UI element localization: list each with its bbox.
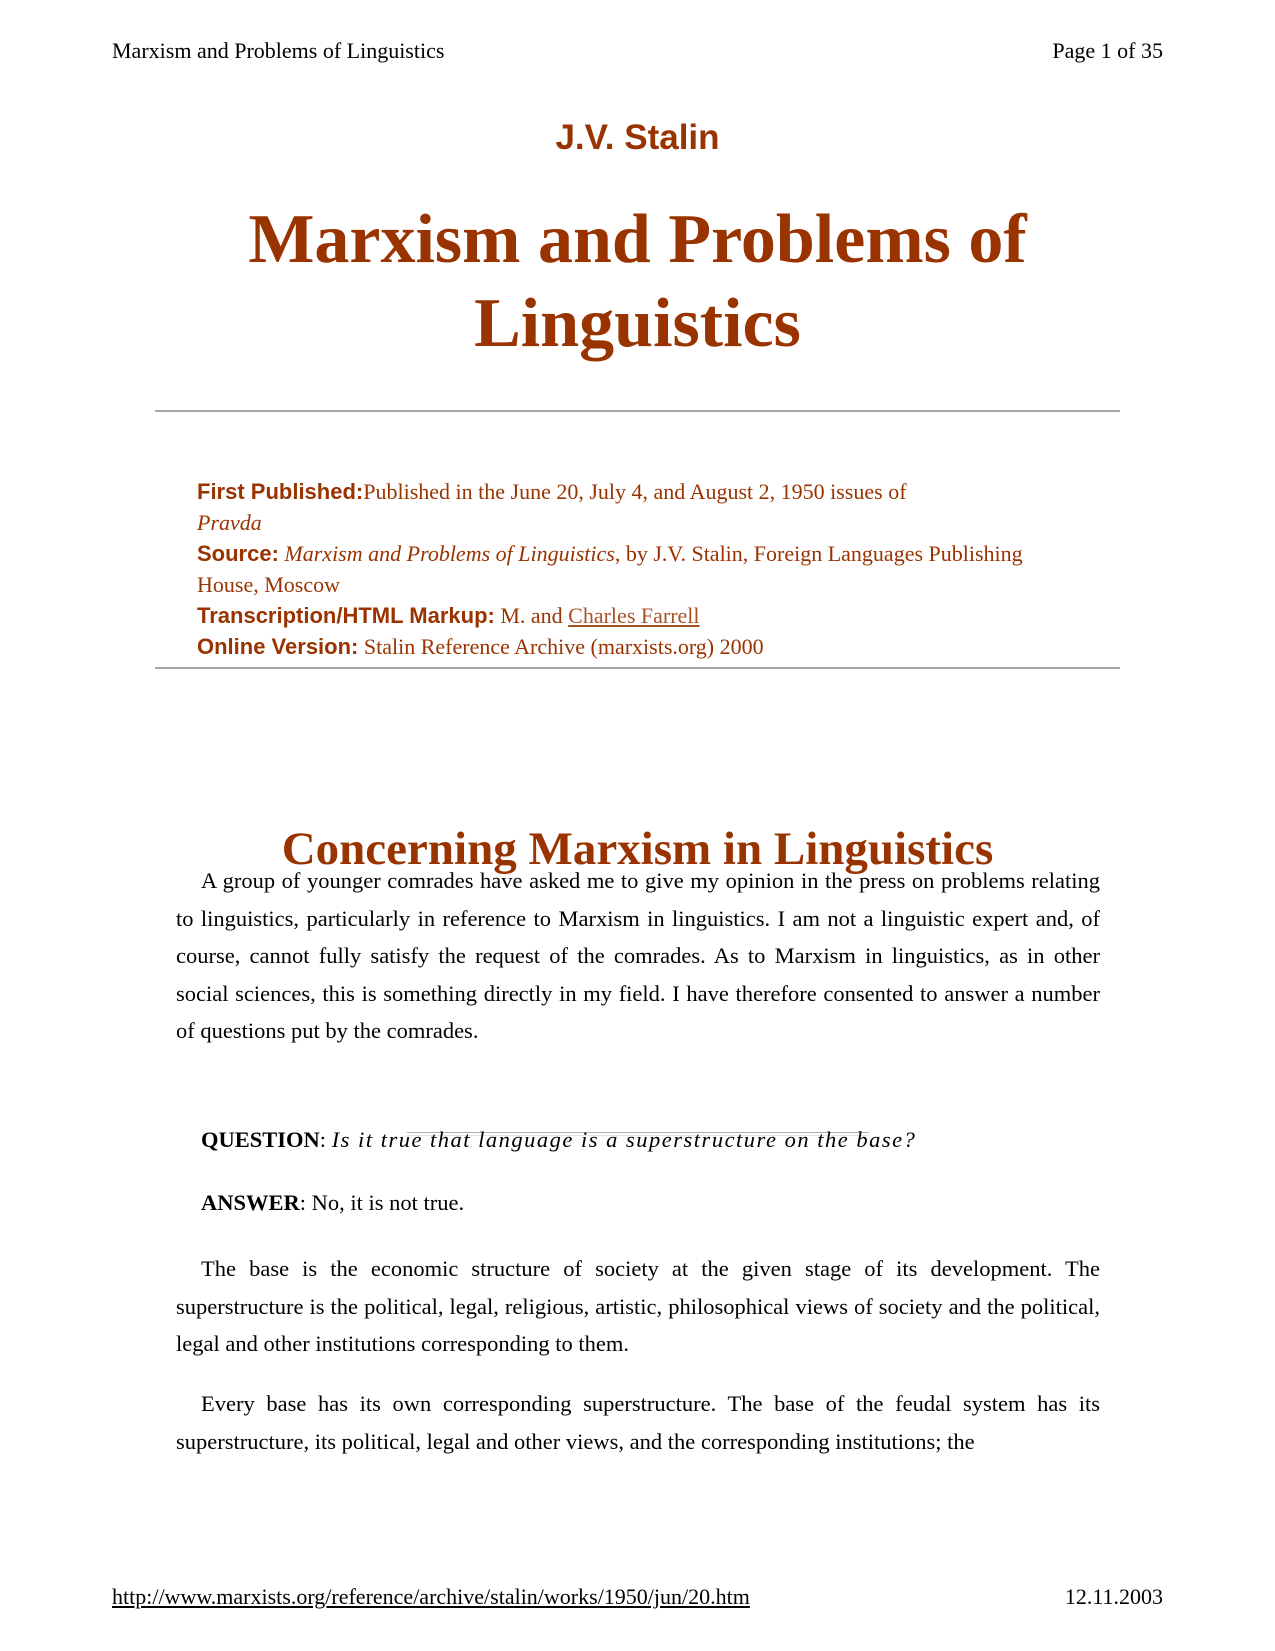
transcription-row [197, 600, 1047, 631]
answer-line: ANSWER: No, it is not true. [201, 1190, 465, 1215]
first-published-paper: Pravda [197, 510, 262, 535]
running-header-title: Marxism and Problems of Linguistics [112, 38, 445, 63]
answer-label: ANSWER [201, 1190, 300, 1215]
question-label: QUESTION [201, 1127, 320, 1152]
publication-info [197, 476, 1047, 662]
source-title: Marxism and Problems of Linguistics [284, 541, 615, 566]
body-paragraph: Every base has its own corresponding superstructure. The base of the feudal system has its superstructure, its political, legal and other views, and the corresponding institutions; the [176, 1391, 1100, 1454]
transcription-text: M. and [500, 603, 563, 628]
source-row [197, 538, 1047, 600]
divider-top [155, 410, 1120, 412]
source-url-link[interactable]: http://www.marxists.org/reference/archive/stalin/works/1950/jun/20.htm [112, 1584, 750, 1609]
page-title: Marxism and Problems of Linguistics [248, 201, 1027, 362]
source-label: Source: [197, 541, 279, 566]
intro-paragraph: A group of younger comrades have asked me to give my opinion in the press on problems relating to linguistics, particularly in reference to Marxism in linguistics. I am not a linguistic expert and, of course, cannot fully satisfy the request of the comrades. As to Marxism in linguistics, as in other social sciences, this is something directly in my field. I have therefore consented to answer a number of questions put by the comrades. [176, 868, 1100, 1043]
source-rest: , by J.V. Stalin, Foreign Languages Publishing House, Moscow [197, 541, 1023, 597]
page-number: Page 1 of 35 [1052, 38, 1163, 63]
question-line: QUESTION: Is it true that language is a superstructure on the base? [201, 1127, 917, 1152]
question-text: Is it true that language is a superstructure on the base? [331, 1127, 917, 1152]
body-paragraph: The base is the economic structure of society at the given stage of its development. The superstructure is the political, legal, religious, artistic, philosophical views of society and the political, legal and other institutions corresponding to them. [176, 1256, 1100, 1356]
print-date: 12.11.2003 [1064, 1584, 1163, 1609]
transcription-label: Transcription/HTML Markup: [197, 603, 495, 628]
online-version-text: Stalin Reference Archive (marxists.org) 2000 [363, 634, 764, 659]
online-version-row [197, 631, 1047, 662]
section-title: Concerning Marxism in Linguistics [281, 823, 994, 875]
transcriber-link[interactable]: Charles Farrell [568, 603, 700, 628]
first-published-text: Published in the June 20, July 4, and August 2, 1950 issues of [363, 479, 907, 504]
divider-bottom [155, 667, 1120, 669]
first-published-label: First Published: [197, 479, 364, 504]
first-published-row [197, 476, 1047, 538]
author-name: J.V. Stalin [555, 118, 720, 157]
online-version-label: Online Version: [197, 634, 359, 659]
answer-text: No, it is not true. [311, 1190, 465, 1215]
